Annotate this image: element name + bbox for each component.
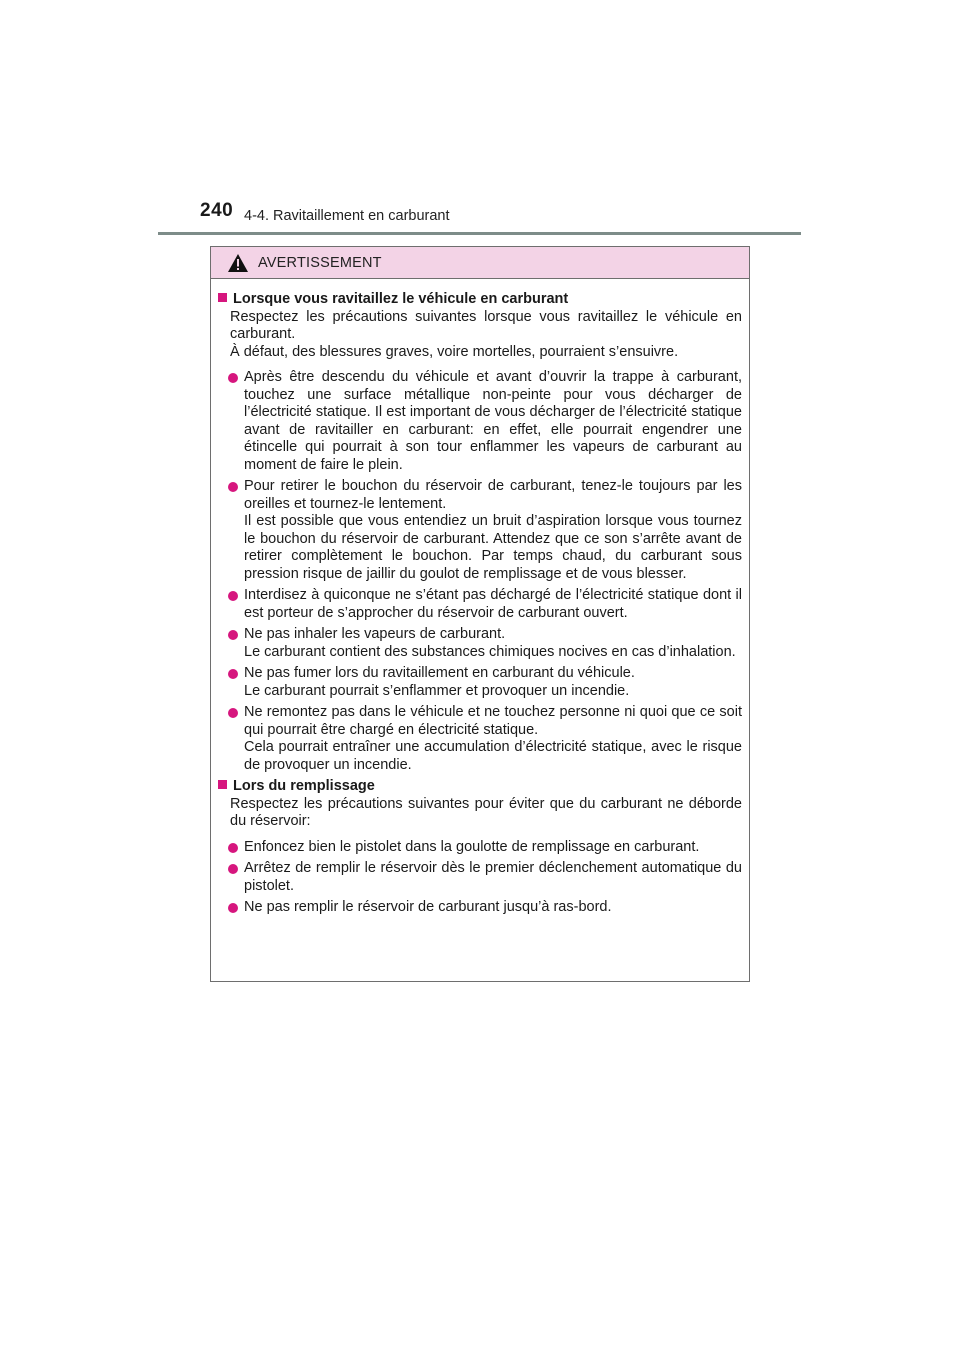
item-line: Enfoncez bien le pistolet dans la goulotte de remplissage en carburant.	[244, 838, 700, 855]
section-title: 4-4. Ravitaillement en carburant	[244, 208, 450, 224]
round-bullet-icon	[228, 708, 238, 718]
list-item	[218, 704, 742, 774]
item-line: Il est possible que vous entendiez un bruit d’aspiration lorsque vous tournez le bouchon du réservoir de carburant. Attendez que ce son s’arrête avant de retirer complètement le bouchon. Par temps chaud, du carburant sous pression risque de jaillir du goulot de remplissage et de vous blesser.	[244, 513, 742, 582]
section-heading-text: Lorsque vous ravitaillez le véhicule en carburant	[233, 291, 569, 307]
section-heading-text: Lors du remplissage	[233, 778, 375, 794]
list-item	[218, 587, 742, 622]
item-line: Cela pourrait entraîner une accumulation d’électricité statique, avec le risque de provoquer un incendie.	[244, 739, 742, 773]
paragraph-line: À défaut, des blessures graves, voire mortelles, pourraient s’ensuivre.	[230, 343, 679, 360]
item-line: Le carburant pourrait s’enflammer et provoquer un incendie.	[244, 682, 630, 699]
list-item-text	[244, 478, 742, 583]
warning-box	[210, 246, 750, 982]
list-item-text	[244, 626, 742, 661]
square-bullet-icon	[218, 780, 227, 789]
list-item	[218, 369, 742, 474]
list-item-text	[244, 839, 742, 857]
item-line: Ne pas fumer lors du ravitaillement en carburant du véhicule.	[244, 665, 635, 681]
list-item-text	[244, 587, 742, 622]
round-bullet-icon	[228, 843, 238, 853]
list-item	[218, 899, 742, 917]
warning-body	[211, 279, 749, 917]
list-item-text	[244, 704, 742, 774]
list-item-text	[244, 860, 742, 895]
list-item	[218, 839, 742, 857]
item-line: Après être descendu du véhicule et avant d’ouvrir la trappe à carburant, touchez une surface métallique non-peinte pour vous décharger de l’électricité statique. Il est important de vous décharger de l’électricité statique avant de ravitailler en carburant: en effet, elle pourrait engendrer une étincelle qui pourrait à son tour enflammer les vapeurs de carburant au moment de faire le plein.	[244, 369, 742, 473]
list-item	[218, 665, 742, 700]
section-paragraph	[218, 309, 742, 362]
square-bullet-icon	[218, 293, 227, 302]
round-bullet-icon	[228, 373, 238, 383]
round-bullet-icon	[228, 482, 238, 492]
item-line: Pour retirer le bouchon du réservoir de carburant, tenez-le toujours par les oreilles et tournez-le lentement.	[244, 478, 742, 512]
header-divider	[158, 232, 801, 235]
page-number: 240	[200, 200, 234, 221]
item-line: Ne pas inhaler les vapeurs de carburant.	[244, 626, 506, 642]
section-paragraph	[218, 796, 742, 831]
list-item-text	[244, 899, 742, 917]
section-heading	[218, 778, 742, 796]
list-item	[218, 860, 742, 895]
round-bullet-icon	[228, 630, 238, 640]
item-line: Interdisez à quiconque ne s’étant pas déchargé de l’électricité statique dont il est porteur de s’approcher du réservoir de carburant ouvert.	[244, 587, 742, 621]
item-line: Ne pas remplir le réservoir de carburant jusqu’à ras-bord.	[244, 899, 612, 915]
round-bullet-icon	[228, 669, 238, 679]
warning-triangle-icon	[227, 253, 249, 273]
list-item	[218, 626, 742, 661]
list-item-text	[244, 665, 742, 700]
round-bullet-icon	[228, 903, 238, 913]
item-line: Ne remontez pas dans le véhicule et ne touchez personne ni quoi que ce soit qui pourrait être chargé en électricité statique.	[244, 704, 742, 738]
list-item	[218, 478, 742, 583]
item-line: Le carburant contient des substances chimiques nocives en cas d’inhalation.	[244, 643, 736, 660]
paragraph-line: Respectez les précautions suivantes pour éviter que du carburant ne déborde du réservoir:	[230, 795, 742, 829]
warning-title: AVERTISSEMENT	[258, 254, 382, 271]
paragraph-line: Respectez les précautions suivantes lorsque vous ravitaillez le véhicule en carburant.	[230, 308, 742, 342]
section-heading	[218, 291, 742, 309]
list-item-text	[244, 369, 742, 474]
warning-header	[211, 247, 749, 279]
round-bullet-icon	[228, 864, 238, 874]
round-bullet-icon	[228, 591, 238, 601]
item-line: Arrêtez de remplir le réservoir dès le premier déclenchement automatique du pistolet.	[244, 860, 742, 894]
